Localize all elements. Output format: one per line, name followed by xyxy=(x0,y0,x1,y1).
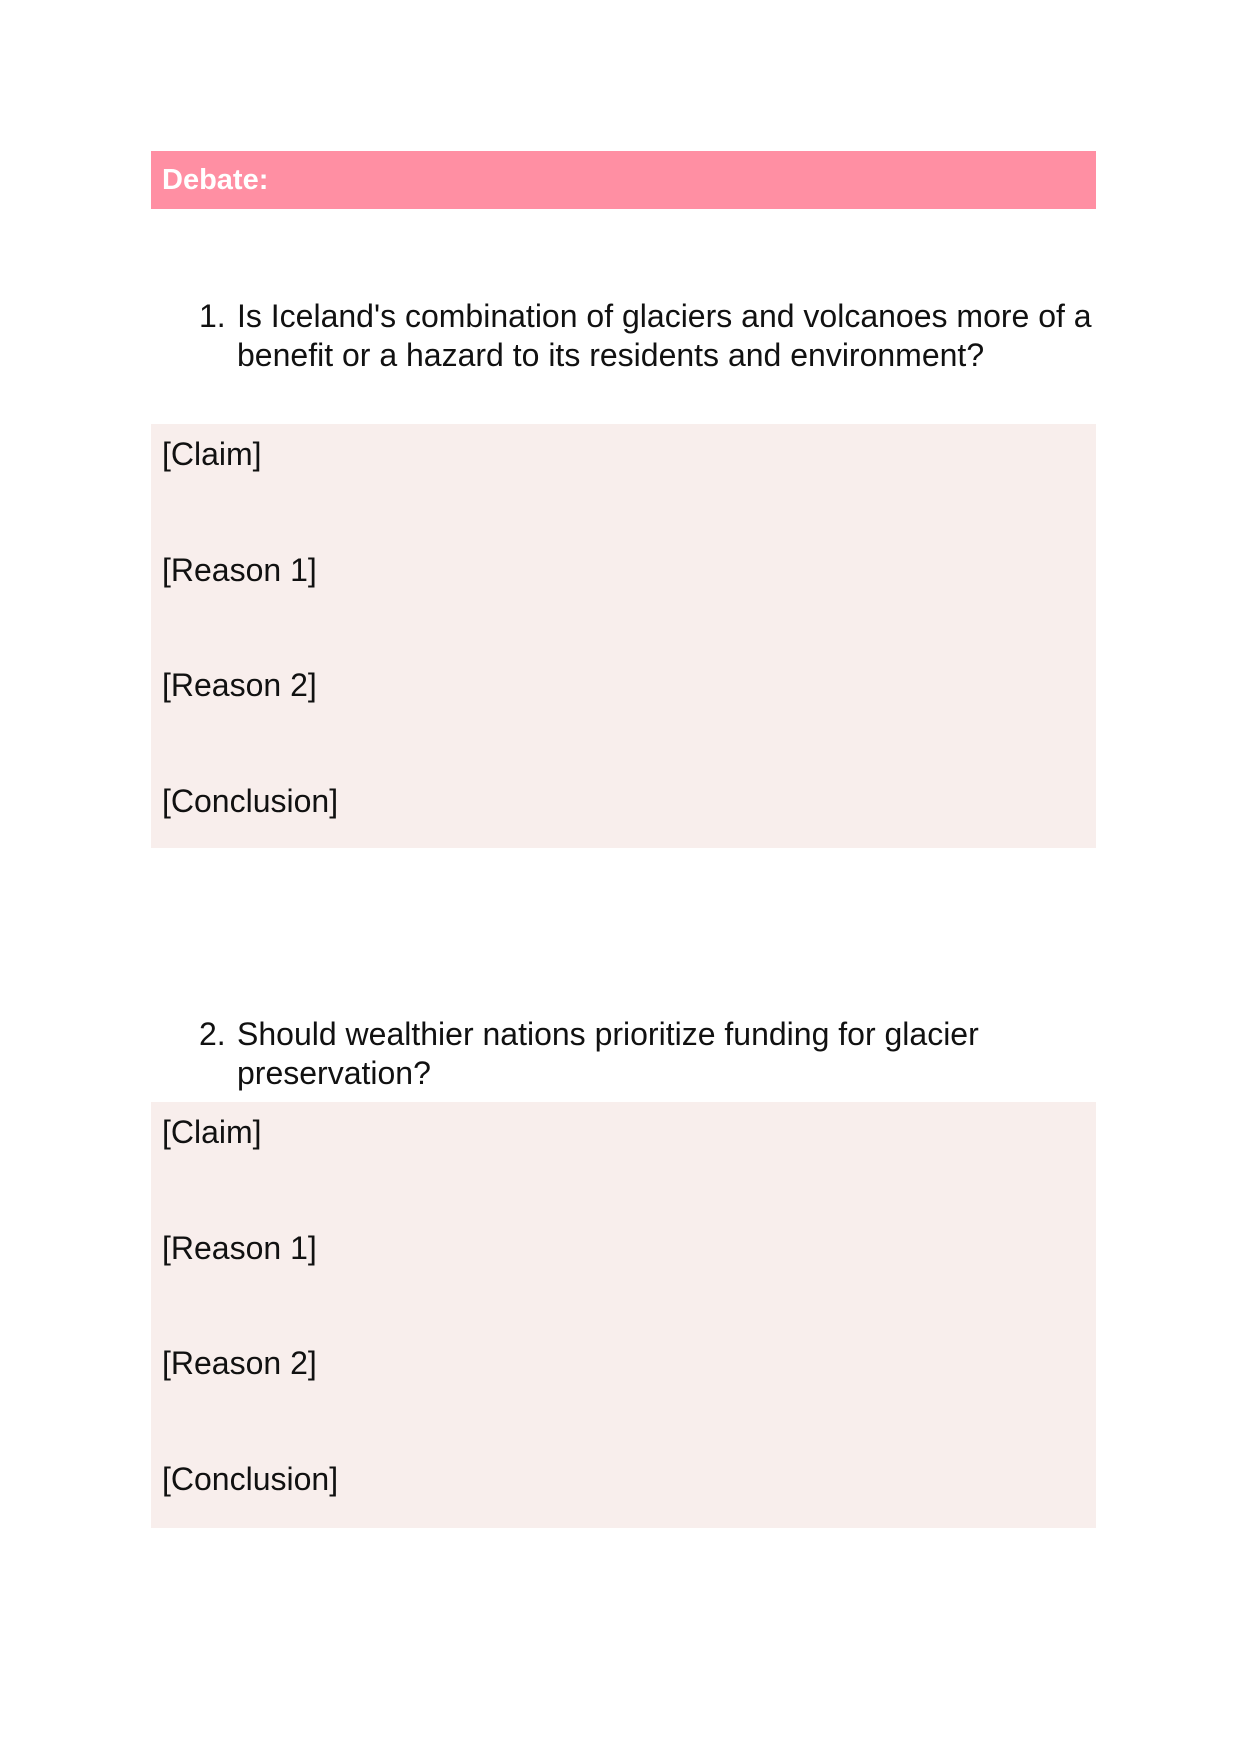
debate-header-title: Debate: xyxy=(162,163,269,196)
reason-2-placeholder: [Reason 2] xyxy=(162,1345,317,1381)
conclusion-placeholder: [Conclusion] xyxy=(162,783,339,819)
question-2-number: 2. xyxy=(199,1016,226,1052)
answer-box-2[interactable] xyxy=(151,1102,1096,1528)
reason-2-placeholder: [Reason 2] xyxy=(162,667,317,703)
question-1-text: Is Iceland's combination of glaciers and volcanoes more of a benefit or a hazard to its residents and environment? xyxy=(237,298,1092,373)
conclusion-placeholder: [Conclusion] xyxy=(162,1461,339,1497)
claim-placeholder: [Claim] xyxy=(162,436,262,472)
debate-header-bar xyxy=(151,151,1096,209)
reason-1-placeholder: [Reason 1] xyxy=(162,552,317,588)
question-1-number: 1. xyxy=(199,298,226,334)
answer-box-1[interactable] xyxy=(151,424,1096,848)
claim-placeholder: [Claim] xyxy=(162,1114,262,1150)
reason-1-placeholder: [Reason 1] xyxy=(162,1230,317,1266)
question-2-text: Should wealthier nations prioritize funding for glacier preservation? xyxy=(237,1016,979,1091)
question-2 xyxy=(151,1015,1096,1093)
question-1 xyxy=(151,297,1096,413)
